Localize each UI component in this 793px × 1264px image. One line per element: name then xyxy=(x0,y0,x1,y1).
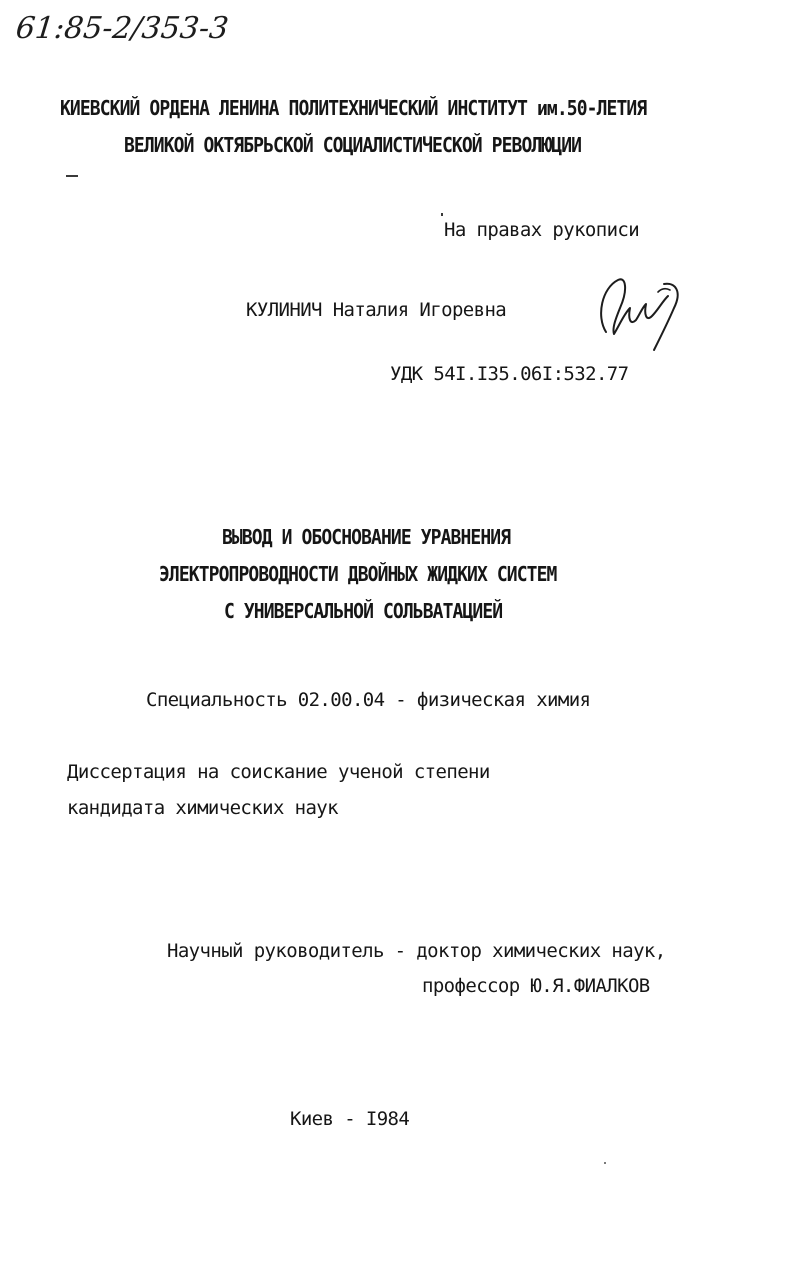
signature-stroke-tail xyxy=(654,284,678,350)
title-line-1: ВЫВОД И ОБОСНОВАНИЕ УРАВНЕНИЯ xyxy=(222,526,511,550)
archive-code: 61:85-2/353-3 xyxy=(14,11,231,46)
title-line-3: С УНИВЕРСАЛЬНОЙ СОЛЬВАТАЦИЕЙ xyxy=(224,600,503,624)
author-signature xyxy=(592,274,688,358)
dissertation-line-1: Диссертация на соискание ученой степени xyxy=(67,761,490,783)
margin-tick-mark xyxy=(441,213,443,216)
signature-stroke-main xyxy=(601,279,668,334)
institution-line-1: КИЕВСКИЙ ОРДЕНА ЛЕНИНА ПОЛИТЕХНИЧЕСКИЙ ИНСТИТУТ им.50-ЛЕТИЯ xyxy=(60,97,647,121)
author-name: КУЛИНИЧ Наталия Игоревна xyxy=(246,299,507,321)
signature-stroke-accent xyxy=(658,289,670,292)
supervisor-line-2: профессор Ю.Я.ФИАЛКОВ xyxy=(422,975,650,997)
udc-code: УДК 54I.I35.06I:532.77 xyxy=(390,363,629,385)
dissertation-line-2: кандидата химических наук xyxy=(67,797,338,819)
scan-speck xyxy=(604,1162,606,1164)
margin-dash-mark xyxy=(66,175,78,177)
title-line-2: ЭЛЕКТРОПРОВОДНОСТИ ДВОЙНЫХ ЖИДКИХ СИСТЕМ xyxy=(159,563,557,587)
institution-line-2: ВЕЛИКОЙ ОКТЯБРЬСКОЙ СОЦИАЛИСТИЧЕСКОЙ РЕВОЛЮЦИИ xyxy=(124,134,582,158)
specialty-line: Специальность 02.00.04 - физическая химия xyxy=(146,689,591,711)
manuscript-rights-note: На правах рукописи xyxy=(444,219,640,241)
place-and-year: Киев - I984 xyxy=(290,1108,410,1130)
supervisor-line-1: Научный руководитель - доктор химических наук, xyxy=(167,940,666,962)
